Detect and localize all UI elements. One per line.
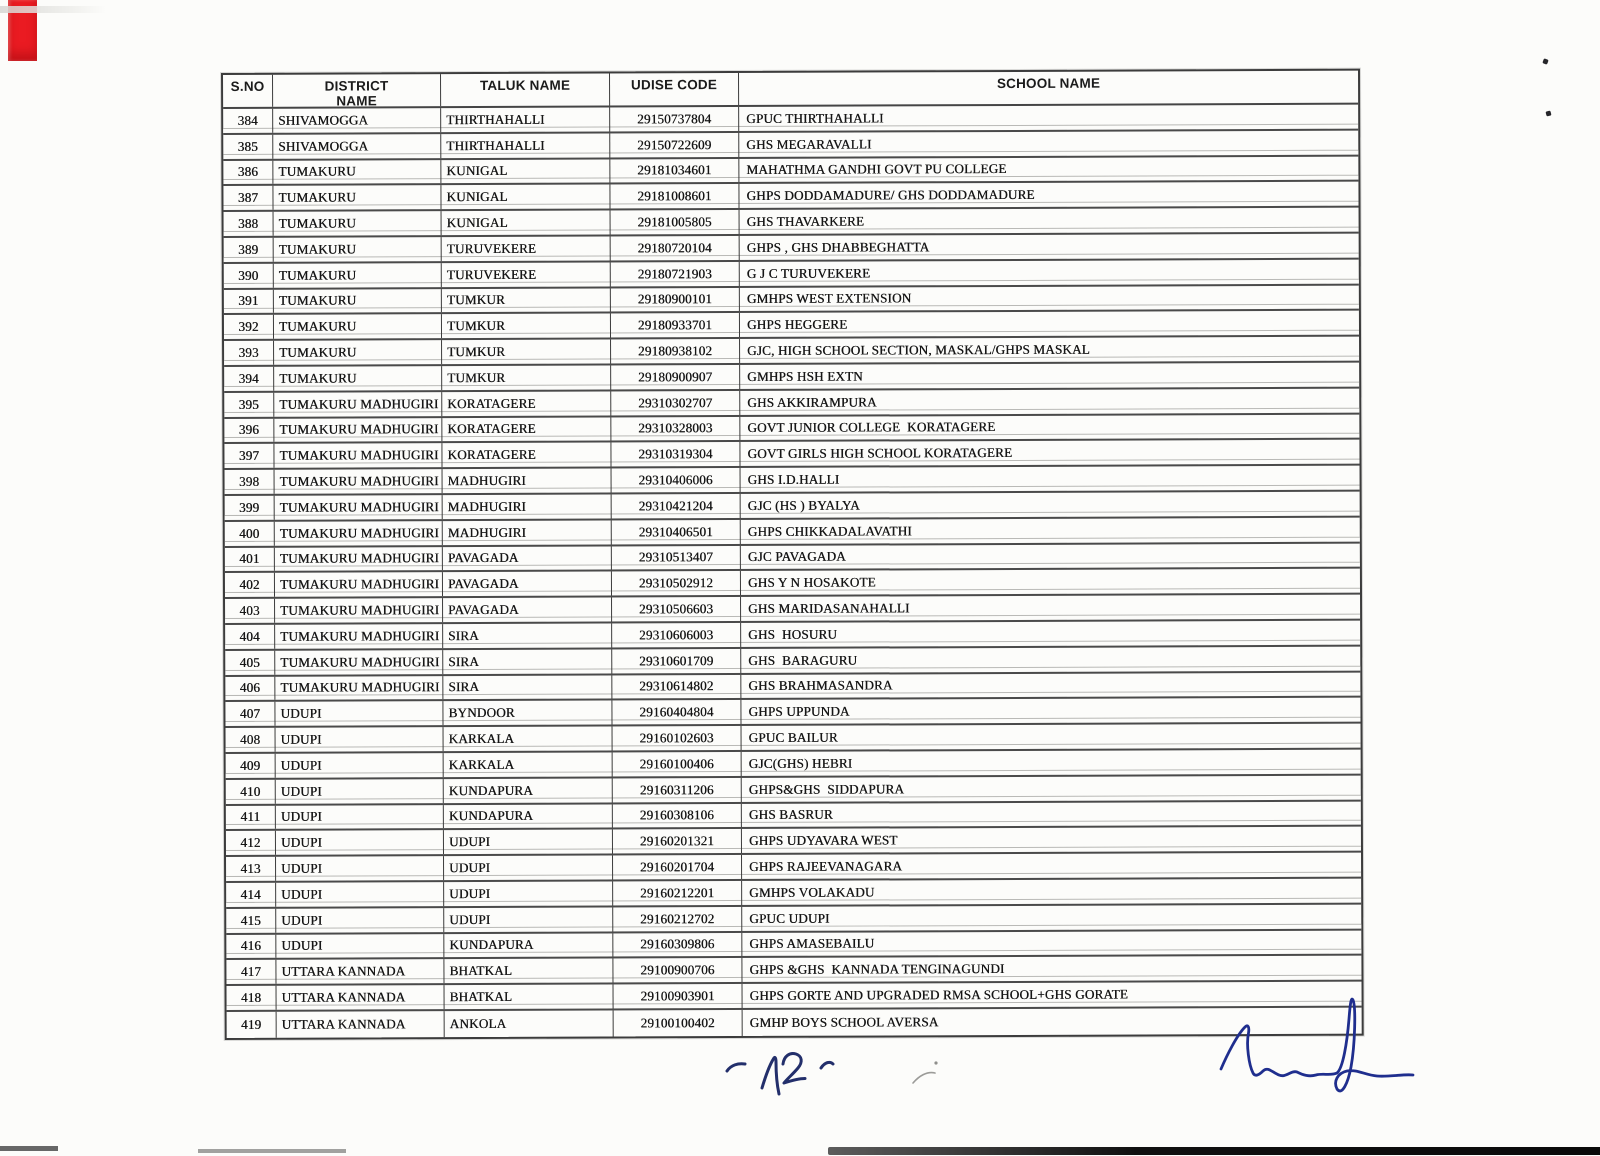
serial-number-cell: 414 [226,883,276,907]
column-header-label: S.NO [230,78,265,94]
serial-number-cell: 398 [225,470,275,494]
district-name-cell: UDUPI [276,727,444,751]
taluk-name-cell: TUMKUR [442,314,611,338]
taluk-name-cell: KUNIGAL [441,185,610,209]
district-name-cell: TUMAKURU MADHUGIRI [274,392,442,416]
taluk-name-cell: THIRTHAHALLI [441,133,610,157]
scan-smudge [0,6,106,13]
taluk-name-cell: PAVAGADA [443,572,612,596]
school-name-cell: GHS BRAHMASANDRA [748,677,893,694]
table-row [227,1008,1362,1038]
serial-number-cell: 395 [224,393,274,417]
district-name-cell: UDUPI [276,805,444,829]
udise-code-cell: 29181005805 [611,210,740,234]
serial-number-cell: 404 [225,625,275,649]
school-name-cell: GHPS UDYAVARA WEST [748,832,898,849]
serial-number-cell: 397 [224,444,274,468]
ink-speck-1 [1542,58,1548,64]
district-name-cell: TUMAKURU [273,160,441,184]
scan-edge-left [0,1146,58,1151]
serial-number-cell: 406 [225,676,275,700]
serial-number-cell: 405 [225,651,275,675]
serial-number-cell: 394 [224,367,274,391]
taluk-name-cell: KARKALA [444,752,613,776]
column-header-district-name [273,74,441,107]
district-name-cell: TUMAKURU MADHUGIRI [275,650,443,674]
udise-code-cell: 29310502912 [612,571,741,595]
taluk-name-cell: KUNDAPURA [444,933,613,957]
udise-code-cell: 29160309806 [613,933,742,957]
udise-code-cell: 29160100406 [613,752,742,776]
udise-code-cell: 29150737804 [610,107,739,131]
district-name-cell: UTTARA KANNADA [276,959,444,983]
district-name-cell: SHIVAMOGGA [273,134,441,158]
column-header-school-name [739,71,1358,105]
taluk-name-cell: TUMKUR [442,340,611,364]
taluk-name-cell: ANKOLA [445,1010,614,1036]
school-name-cell: GHPS CHIKKADALAVATHI [747,522,912,539]
table-header-row [223,71,1358,109]
column-header-label: DISTRICT NAME [324,78,389,109]
table-body [223,105,1362,1038]
school-name-cell: GHS Y N HOSAKOTE [747,574,876,591]
school-name-cell: GOVT GIRLS HIGH SCHOOL KORATAGERE [747,445,1013,462]
district-name-cell: TUMAKURU [274,289,442,313]
column-header-s-no [223,75,273,107]
district-name-cell: TUMAKURU [274,237,442,261]
udise-code-cell: 29180721903 [611,262,740,286]
serial-number-cell: 385 [223,135,273,159]
taluk-name-cell: KORATAGERE [442,417,611,441]
udise-code-cell: 29160311206 [613,778,742,802]
udise-code-cell: 29310614802 [612,675,741,699]
school-name-cell: GJC (HS ) BYALYA [747,497,860,513]
school-name-cell: GHPS&GHS SIDDAPURA [748,780,905,797]
column-header-label: UDISE CODE [631,77,718,93]
serial-number-cell: 413 [226,857,276,881]
taluk-name-cell: PAVAGADA [443,598,612,622]
school-name-cell: GHS THAVARKERE [746,213,865,230]
scan-edge-band [828,1147,1600,1155]
udise-code-cell: 29100903901 [614,984,743,1008]
school-name-cell: GJC PAVAGADA [747,549,846,565]
column-header-label: SCHOOL NAME [996,75,1101,92]
taluk-name-cell: UDUPI [444,881,613,905]
taluk-name-cell: BYNDOOR [443,701,612,725]
taluk-name-cell: KUNDAPURA [444,804,613,828]
district-name-cell: TUMAKURU MADHUGIRI [275,676,443,700]
school-name-cell: GHPS &GHS KANNADA TENGINAGUNDI [749,961,1005,978]
school-name-cell: GHPS , GHS DHABBEGHATTA [746,239,930,255]
district-name-cell: TUMAKURU MADHUGIRI [275,547,443,571]
district-name-cell: TUMAKURU MADHUGIRI [274,418,442,442]
udise-code-cell: 29150722609 [610,133,739,157]
serial-number-cell: 390 [224,264,274,288]
udise-code-cell: 29100900706 [613,958,742,982]
udise-code-cell: 29310406501 [612,520,741,544]
district-name-cell: TUMAKURU MADHUGIRI [275,469,443,493]
taluk-name-cell: TUMKUR [442,288,611,312]
serial-number-cell: 416 [226,934,276,958]
school-name-cell: GMHPS HSH EXTN [747,368,863,384]
serial-number-cell: 387 [223,186,273,210]
school-name-cell: GHS MARIDASANAHALLI [748,600,910,617]
column-header-udise-code [610,73,739,105]
udise-code-cell: 29310406006 [612,468,741,492]
serial-number-cell: 384 [223,109,273,133]
district-name-cell: UTTARA KANNADA [277,1011,445,1037]
school-name-cell: GHPS GORTE AND UPGRADED RMSA SCHOOL+GHS GORATE [749,986,1129,1003]
taluk-name-cell: UDUPI [444,856,613,880]
taluk-name-cell: SIRA [443,649,612,673]
serial-number-cell: 419 [227,1012,277,1038]
serial-number-cell: 388 [224,212,274,236]
udise-code-cell: 29310513407 [612,546,741,570]
serial-number-cell: 412 [226,831,276,855]
serial-number-cell: 409 [226,754,276,778]
udise-code-cell: 29180938102 [611,339,740,363]
serial-number-cell: 410 [226,780,276,804]
serial-number-cell: 396 [224,418,274,442]
school-name-cell: GJC(GHS) HEBRI [748,755,853,771]
school-name-cell: MAHATHMA GANDHI GOVT PU COLLEGE [746,161,1007,178]
udise-code-cell: 29310328003 [611,417,740,441]
udise-code-cell: 29181034601 [610,159,739,183]
serial-number-cell: 418 [227,986,277,1010]
district-name-cell: TUMAKURU MADHUGIRI [274,444,442,468]
serial-number-cell: 400 [225,522,275,546]
district-name-cell: TUMAKURU MADHUGIRI [275,521,443,545]
taluk-name-cell: KORATAGERE [442,391,611,415]
district-name-cell: TUMAKURU MADHUGIRI [275,624,443,648]
udise-code-cell: 29310601709 [612,649,741,673]
udise-code-cell: 29180720104 [611,236,740,260]
district-name-cell: UDUPI [276,830,444,854]
udise-code-cell: 29160212702 [613,907,742,931]
serial-number-cell: 402 [225,573,275,597]
serial-number-cell: 391 [224,289,274,313]
school-name-cell: GHS BARAGURU [748,652,858,668]
district-name-cell: UDUPI [276,753,444,777]
scan-edge-gray [198,1149,346,1153]
school-name-cell: GHPS UPPUNDA [748,703,850,720]
udise-code-cell: 29180900101 [611,288,740,312]
taluk-name-cell: MADHUGIRI [443,469,612,493]
district-name-cell: UDUPI [276,882,444,906]
udise-code-cell: 29160102603 [613,726,742,750]
district-name-cell: TUMAKURU MADHUGIRI [275,495,443,519]
district-name-cell: UDUPI [276,908,444,932]
taluk-name-cell: MADHUGIRI [443,520,612,544]
school-list-table [221,69,1364,1040]
district-name-cell: TUMAKURU [274,211,442,235]
school-name-cell: G J C TURUVEKERE [746,265,871,281]
udise-code-cell: 29180933701 [611,313,740,337]
district-name-cell: TUMAKURU [274,366,442,390]
school-name-cell: GPUC THIRTHAHALLI [746,110,884,126]
serial-number-cell: 393 [224,341,274,365]
school-name-cell: GHPS HEGGERE [746,316,848,333]
school-name-cell: GHS HOSURU [748,626,838,642]
taluk-name-cell: BHATKAL [445,985,614,1009]
serial-number-cell: 403 [225,599,275,623]
school-name-cell: GHPS DODDAMADURE/ GHS DODDAMADURE [746,187,1035,204]
udise-code-cell: 29310606003 [612,623,741,647]
pencil-mark [905,1055,950,1095]
udise-code-cell: 29181008601 [610,184,739,208]
udise-code-cell: 29160212201 [613,881,742,905]
taluk-name-cell: KORATAGERE [442,443,611,467]
district-name-cell: UDUPI [276,934,444,958]
serial-number-cell: 408 [226,728,276,752]
udise-code-cell: 29160404804 [612,700,741,724]
school-name-cell: GOVT JUNIOR COLLEGE KORATAGERE [747,419,996,436]
udise-code-cell: 29180900907 [611,365,740,389]
taluk-name-cell: TUMKUR [442,365,611,389]
district-name-cell: TUMAKURU [274,340,442,364]
school-name-cell: GMHPS VOLAKADU [749,884,875,900]
school-name-cell: GPUC BAILUR [748,729,838,745]
taluk-name-cell: TURUVEKERE [442,236,611,260]
school-name-cell: GHPS AMASEBAILU [749,935,875,952]
school-name-cell: GMHP BOYS SCHOOL AVERSA [749,1014,939,1030]
column-header-taluk-name [441,74,610,107]
taluk-name-cell: KUNIGAL [442,211,611,235]
school-name-cell: GHS AKKIRAMPURA [747,394,877,410]
serial-number-cell: 407 [225,702,275,726]
serial-number-cell: 401 [225,547,275,571]
taluk-name-cell: MADHUGIRI [443,494,612,518]
taluk-name-cell: KUNDAPURA [444,778,613,802]
serial-number-cell: 386 [223,160,273,184]
district-name-cell: TUMAKURU MADHUGIRI [275,598,443,622]
serial-number-cell: 392 [224,315,274,339]
district-name-cell: TUMAKURU MADHUGIRI [275,572,443,596]
serial-number-cell: 411 [226,805,276,829]
serial-number-cell: 389 [224,238,274,262]
taluk-name-cell: TURUVEKERE [442,262,611,286]
district-name-cell: UDUPI [276,856,444,880]
taluk-name-cell: KUNIGAL [441,159,610,183]
district-name-cell: SHIVAMOGGA [273,108,441,132]
taluk-name-cell: PAVAGADA [443,546,612,570]
district-name-cell: TUMAKURU [273,186,441,210]
udise-code-cell: 29100100402 [614,1010,743,1036]
taluk-name-cell: SIRA [443,675,612,699]
taluk-name-cell: KARKALA [444,727,613,751]
serial-number-cell: 399 [225,496,275,520]
school-name-cell: GHS BASRUR [748,807,833,823]
ink-speck-2 [1545,110,1551,116]
udise-code-cell: 29310506603 [612,597,741,621]
district-name-cell: UDUPI [276,779,444,803]
school-name-cell: GHS MEGARAVALLI [746,136,872,152]
taluk-name-cell: THIRTHAHALLI [441,108,610,132]
column-header-label: TALUK NAME [479,77,571,94]
school-name-cell: GJC, HIGH SCHOOL SECTION, MASKAL/GHPS MASKAL [747,341,1090,359]
udise-code-cell: 29160201704 [613,855,742,879]
serial-number-cell: 417 [226,960,276,984]
udise-code-cell: 29160308106 [613,804,742,828]
school-name-cell: GPUC UDUPI [749,910,830,926]
taluk-name-cell: BHATKAL [444,959,613,983]
school-name-cell: GMHPS WEST EXTENSION [746,290,912,307]
handwritten-page-number [700,1040,870,1102]
district-name-cell: TUMAKURU [274,315,442,339]
taluk-name-cell: UDUPI [444,830,613,854]
district-name-cell: UDUPI [275,701,443,725]
udise-code-cell: 29310302707 [611,391,740,415]
school-name-cell: GHPS RAJEEVANAGARA [749,858,903,874]
udise-code-cell: 29160201321 [613,829,742,853]
taluk-name-cell: UDUPI [444,907,613,931]
udise-code-cell: 29310421204 [612,494,741,518]
serial-number-cell: 415 [226,908,276,932]
taluk-name-cell: SIRA [443,623,612,647]
district-name-cell: TUMAKURU [274,263,442,287]
district-name-cell: UTTARA KANNADA [277,985,445,1009]
school-name-cell: GHS I.D.HALLI [747,471,840,488]
udise-code-cell: 29310319304 [611,442,740,466]
